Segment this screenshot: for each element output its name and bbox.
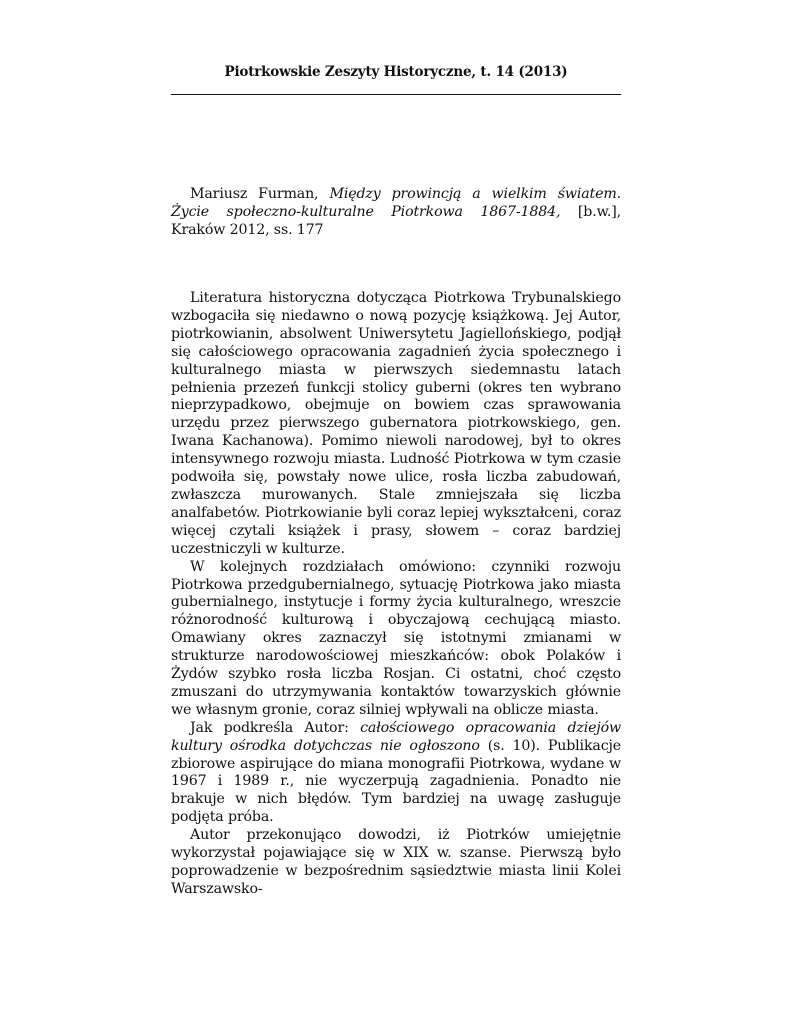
paragraph-2-text: W kolejnych rozdziałach omówiono: czynniki rozwoju Piotrkowa przedgubernialnego, sytuację Piotrkowa jako miasta gubernialnego, instytucje i formy życia kulturalnego, wreszcie różnorodność kulturową i obyczajową cechującą miasto. Omawiany okres zaznaczył się istotnymi zmianami w strukturze narodowościowej mieszkańców: obok Polaków i Żydów szybko rosła liczba Rosjan. Ci ostatni, choć często zmuszani do utrzymywania kontaktów towarzyskich głównie we własnym gronie, coraz silniej wpływali na oblicze miasta. xyxy=(171,558,621,718)
paragraph-3-rest: (s. 10). Publikacje zbiorowe aspirujące do miana monografii Piotrkowa, wydane w 1967 i 1989 r., nie wyczerpują zagadnienia. Ponadto nie brakuje w nich błędów. Tym bardziej na uwagę zasługuje podjęta próba. xyxy=(171,737,621,826)
citation-publication: [b.w.], Kraków 2012, ss. 177 xyxy=(171,204,621,238)
paragraph-3 xyxy=(171,720,621,827)
paragraph-4: Autor przekonująco dowodzi, iż Piotrków umiejętnie wykorzystał pojawiające się w XIX w. szanse. Pierwszą było poprowadzenie w bezpośrednim sąsiedztwie miasta linii Kolei Warszawsko- xyxy=(171,827,621,897)
review-body xyxy=(171,290,621,899)
paragraph-3-quote: całościowego opracowania dziejów kultury ośrodka dotychczas nie ogłoszono xyxy=(171,719,621,754)
paragraph-1: Literatura historyczna dotycząca Piotrkowa Trybunalskiego wzbogaciła się niedawno o nową pozycję książkową. Jej Autor, piotrkowianin, absolwent Uniwersytetu Jagiellońskiego, podjął się całościowego opracowania zagadnień życia społecznego i kulturalnego miasta w pierwszych siedemnastu latach pełnienia przezeń funkcji stolicy guberni (okres ten wybrano nieprzypadkowo, obejmuje on bowiem czas sprawowania urzędu przez pierwszego gubernatora piotrkowskiego, gen. Iwana Kachanowa). Pomimo niewoli narodowej, był to okres intensywnego rozwoju miasta. Ludność Piotrkowa w tym czasie podwoiła się, powstały nowe ulice, rosła liczba zabudowań, zwłaszcza murowanych. Stale zmniejszała się liczba analfabetów. Piotrkowianie byli coraz lepiej wykształceni, coraz więcej czytali książek i prasy, słowem – coraz bardziej uczestniczyli w kulturze. xyxy=(171,290,621,557)
paragraph-3-intro: Jak podkreśla Autor: xyxy=(190,719,349,736)
header-divider xyxy=(171,94,621,95)
citation-author: Mariusz Furman, xyxy=(190,186,319,202)
journal-header: Piotrkowskie Zeszyty Historyczne, t. 14 (2013) xyxy=(224,64,568,80)
book-citation xyxy=(171,185,621,239)
citation-book-title: Między prowincją a wielkim światem. Życie społeczno-kulturalne Piotrkowa 1867-1884, xyxy=(171,186,621,220)
paragraph-2 xyxy=(171,559,621,720)
